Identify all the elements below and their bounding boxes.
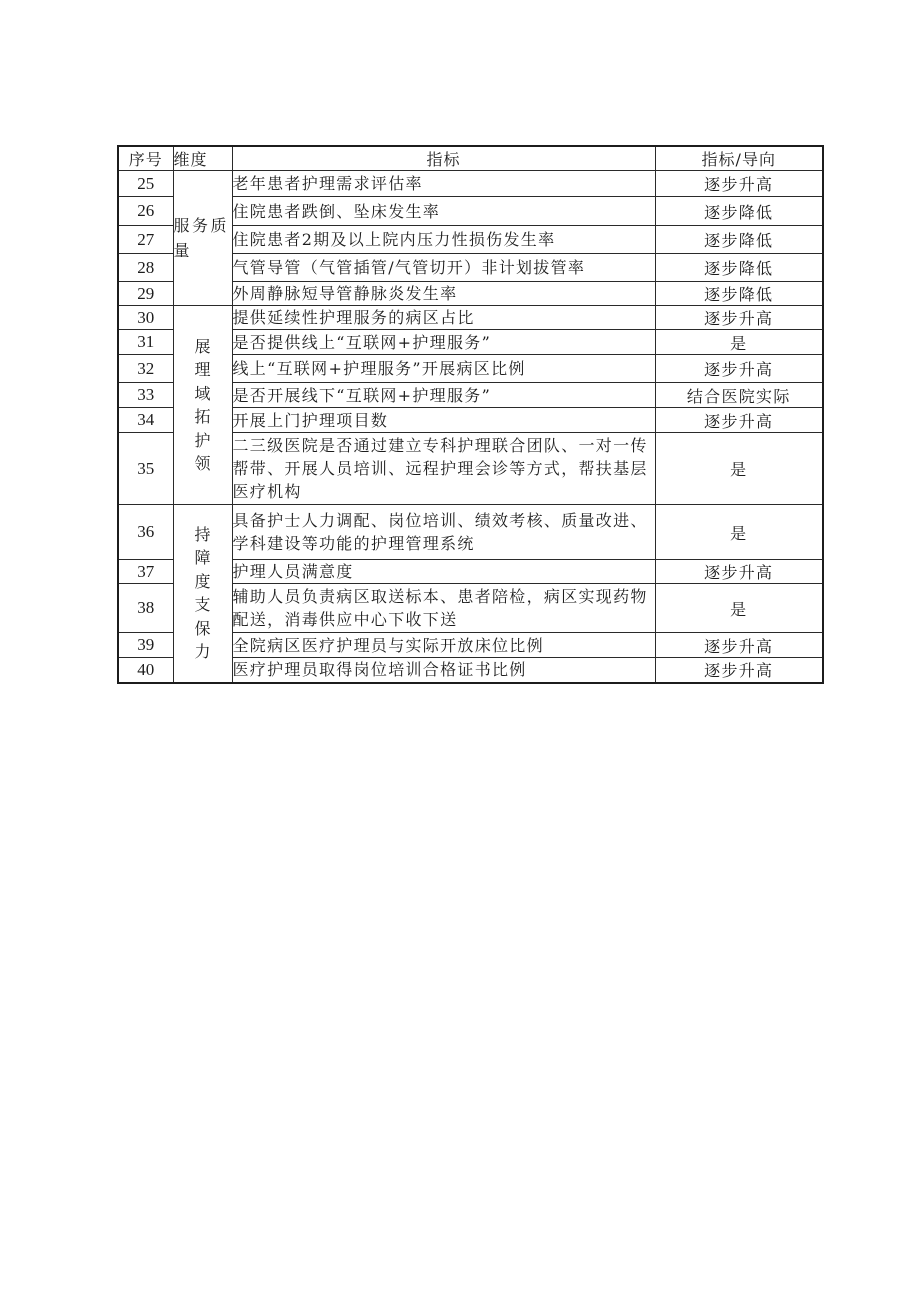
direction-cell: 逐步升高: [655, 560, 823, 584]
indicator-cell: 二三级医院是否通过建立专科护理联合团队、一对一传帮带、开展人员培训、远程护理会诊等方式，帮扶基层医疗机构: [232, 433, 655, 505]
indicator-cell: 开展上门护理项目数: [232, 408, 655, 433]
indicator-cell: 线上“互联网+护理服务”开展病区比例: [232, 355, 655, 383]
header-dimension: 维度: [173, 146, 232, 171]
dimension-label: 展理域拓护领: [194, 336, 211, 473]
row-number-cell: 32: [118, 355, 173, 383]
direction-cell: 逐步升高: [655, 408, 823, 433]
table-row: [118, 505, 823, 560]
direction-cell: 是: [655, 584, 823, 633]
row-number-cell: 34: [118, 408, 173, 433]
row-number-cell: 35: [118, 433, 173, 505]
table-header-row: [118, 146, 823, 171]
direction-cell: 逐步降低: [655, 197, 823, 226]
direction-cell: 逐步升高: [655, 658, 823, 683]
direction-cell: 是: [655, 433, 823, 505]
indicator-cell: 具备护士人力调配、岗位培训、绩效考核、质量改进、学科建设等功能的护理管理系统: [232, 505, 655, 560]
direction-cell: 是: [655, 505, 823, 560]
header-serial-number: 序号: [118, 146, 173, 171]
row-number-cell: 36: [118, 505, 173, 560]
indicator-cell: 老年患者护理需求评估率: [232, 171, 655, 197]
dimension-cell: [173, 171, 232, 306]
direction-cell: 逐步升高: [655, 633, 823, 658]
table-row: [118, 171, 823, 197]
indicator-cell: 医疗护理员取得岗位培训合格证书比例: [232, 658, 655, 683]
indicator-cell: 气管导管（气管插管/气管切开）非计划拔管率: [232, 254, 655, 282]
row-number-cell: 38: [118, 584, 173, 633]
indicators-table: [117, 145, 824, 684]
row-number-cell: 39: [118, 633, 173, 658]
row-number-cell: 28: [118, 254, 173, 282]
row-number-cell: 26: [118, 197, 173, 226]
dimension-cell: [173, 306, 232, 505]
table-body: [118, 171, 823, 683]
indicator-cell: 全院病区医疗护理员与实际开放床位比例: [232, 633, 655, 658]
row-number-cell: 30: [118, 306, 173, 330]
indicator-cell: 住院患者2期及以上院内压力性损伤发生率: [232, 226, 655, 254]
direction-cell: 是: [655, 330, 823, 355]
row-number-cell: 27: [118, 226, 173, 254]
dimension-cell: [173, 505, 232, 683]
indicator-cell: 护理人员满意度: [232, 560, 655, 584]
direction-cell: 逐步降低: [655, 226, 823, 254]
row-number-cell: 29: [118, 282, 173, 306]
row-number-cell: 40: [118, 658, 173, 683]
indicator-cell: 是否提供线上“互联网+护理服务”: [232, 330, 655, 355]
direction-cell: 逐步降低: [655, 282, 823, 306]
direction-cell: 逐步升高: [655, 306, 823, 330]
direction-cell: 逐步升高: [655, 355, 823, 383]
indicators-table-container: [117, 145, 822, 684]
indicator-cell: 住院患者跌倒、坠床发生率: [232, 197, 655, 226]
row-number-cell: 31: [118, 330, 173, 355]
indicator-cell: 提供延续性护理服务的病区占比: [232, 306, 655, 330]
indicator-cell: 外周静脉短导管静脉炎发生率: [232, 282, 655, 306]
direction-cell: 逐步降低: [655, 254, 823, 282]
direction-cell: 结合医院实际: [655, 383, 823, 408]
row-number-cell: 37: [118, 560, 173, 584]
header-indicator-direction: 指标/导向: [655, 146, 823, 171]
row-number-cell: 25: [118, 171, 173, 197]
dimension-label: 持障度支保力: [194, 524, 211, 662]
row-number-cell: 33: [118, 383, 173, 408]
direction-cell: 逐步升高: [655, 171, 823, 197]
indicator-cell: 是否开展线下“互联网+护理服务”: [232, 383, 655, 408]
dimension-label: 服务质量: [173, 216, 230, 260]
indicator-cell: 辅助人员负责病区取送标本、患者陪检，病区实现药物配送，消毒供应中心下收下送: [232, 584, 655, 633]
header-indicator: 指标: [232, 146, 655, 171]
table-row: [118, 306, 823, 330]
